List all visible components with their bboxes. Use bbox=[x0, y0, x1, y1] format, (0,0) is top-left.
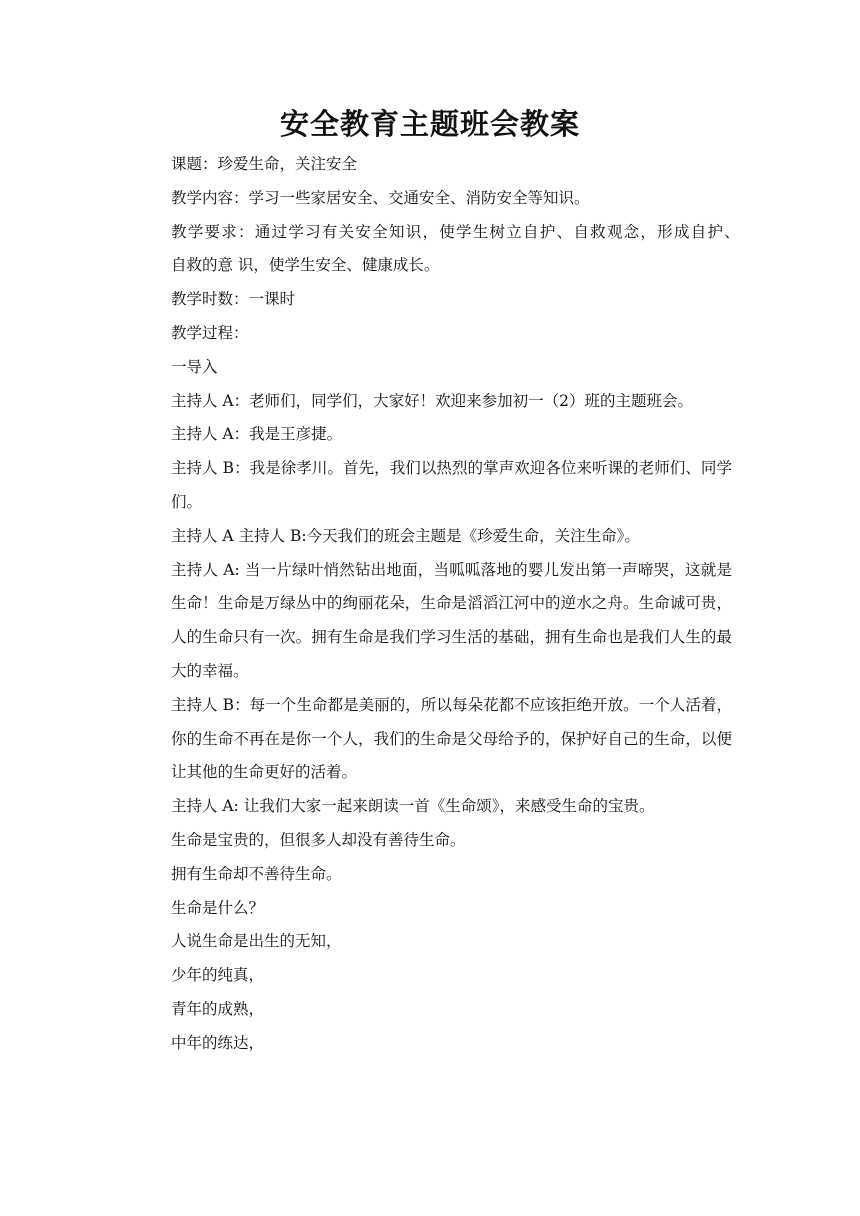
document-body bbox=[171, 148, 764, 1061]
poem-line: 人说生命是出生的无知， bbox=[171, 932, 342, 951]
poem-line: 生命是宝贵的，但很多人却没有善待生命。 bbox=[171, 830, 466, 849]
teaching-hours: 教学时数：一课时 bbox=[171, 290, 296, 309]
poem-line: 生命是什么？ bbox=[171, 898, 265, 917]
poem-line: 青年的成熟， bbox=[171, 999, 265, 1018]
document-title: 安全教育主题班会教案 bbox=[279, 107, 580, 141]
poem-line: 少年的纯真， bbox=[171, 966, 265, 985]
section-heading-introduction: 一导入 bbox=[171, 357, 218, 376]
teaching-requirements: 教学要求：通过学习有关安全知识，使学生树立自护、自救观念，形成自护、 自救的意 识，使学生安全、健康成长。 bbox=[171, 222, 764, 275]
host-b-intro: 主持人 B：我是徐孝川。首先，我们以热烈的掌声欢迎各位来听课的老师们、同学们。 bbox=[171, 459, 732, 511]
teaching-content: 教学内容：学习一些家居安全、交通安全、消防安全等知识。 bbox=[171, 188, 590, 207]
host-b-life-paragraph: 主持人 B：每一个生命都是美丽的，所以每朵花都不应该拒绝开放。一个人活着，你的生命不再在是你一个人，我们的生命是父母给予的，保护好自己的生命，以便让其他的生命更好的活着。 bbox=[171, 695, 732, 782]
teaching-process-heading: 教学过程： bbox=[171, 323, 249, 342]
hosts-theme-line: 主持人 A 主持人 B:今天我们的班会主题是《珍爱生命，关注生命》。 bbox=[171, 526, 640, 545]
poem-line: 中年的练达， bbox=[171, 1033, 265, 1052]
host-a-life-paragraph: 主持人 A: 当一片绿叶悄然钻出地面，当呱呱落地的婴儿发出第一声啼哭，这就是生命！生命是万绿丛中的绚丽花朵，生命是滔滔江河中的逆水之舟。生命诚可贵，人的生命只有一次。拥有生命是我们学习生活的基础，拥有生命也是我们人生的最大的幸福。 bbox=[171, 560, 732, 680]
lesson-topic: 课题：珍爱生命，关注安全 bbox=[171, 155, 358, 173]
poem-line: 拥有生命却不善待生命。 bbox=[171, 864, 342, 883]
host-a-greeting: 主持人 A：老师们，同学们，大家好！欢迎来参加初一（2）班的主题班会。 bbox=[171, 391, 693, 410]
host-a-intro: 主持人 A：我是王彦捷。 bbox=[171, 425, 343, 444]
host-a-poem-intro: 主持人 A: 让我们大家一起来朗读一首《生命颂》，来感受生命的宝贵。 bbox=[171, 797, 655, 816]
